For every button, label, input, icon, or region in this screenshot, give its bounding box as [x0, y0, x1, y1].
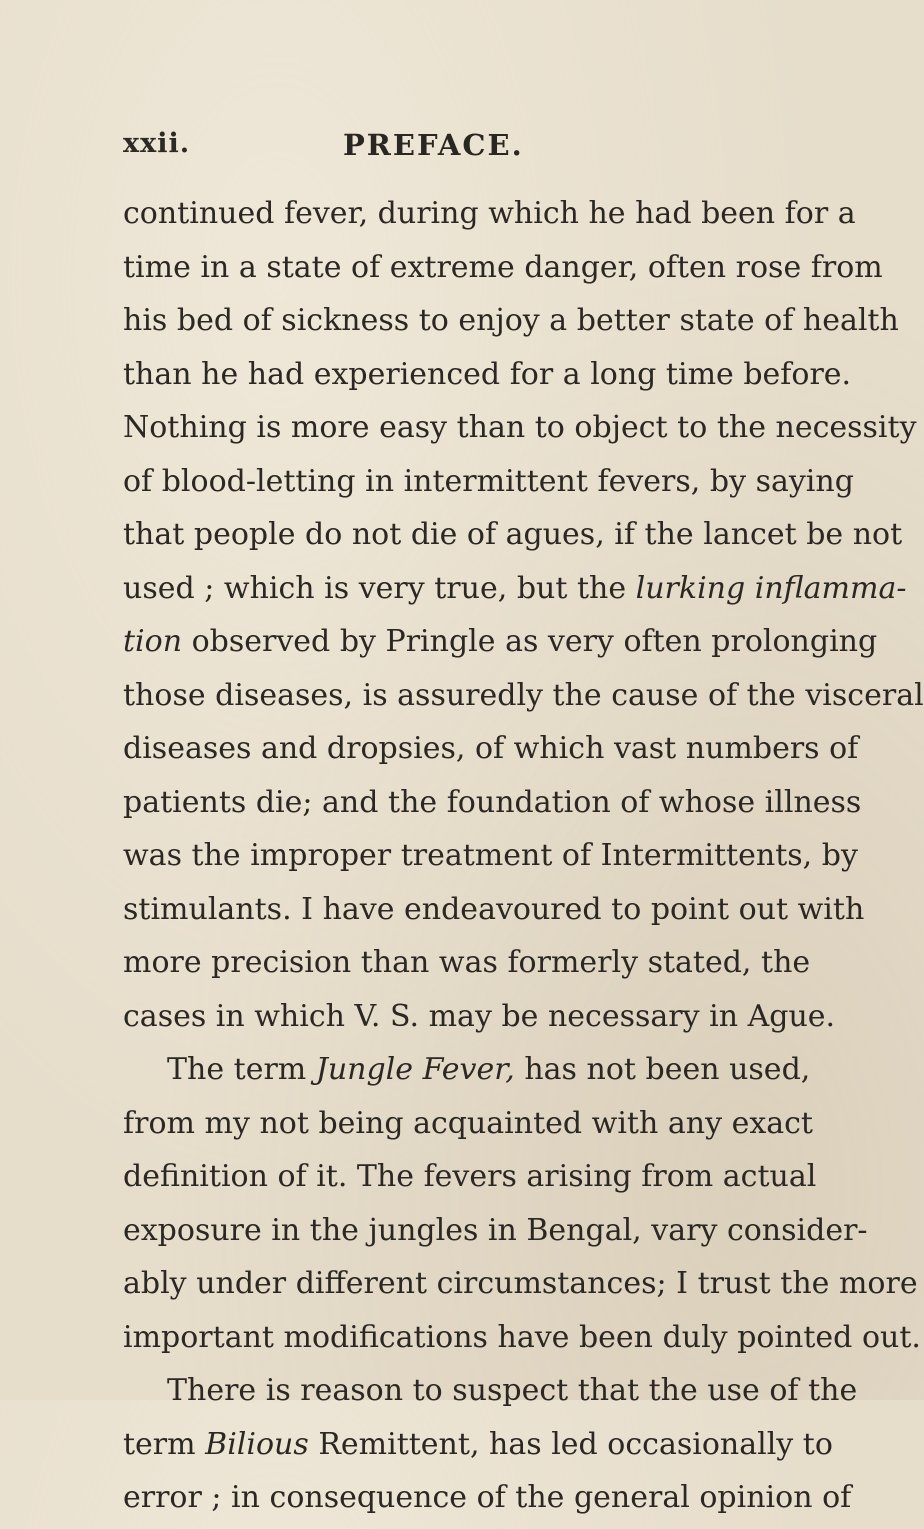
text-line: those diseases, is assuredly the cause of the visceral [123, 677, 924, 713]
text-line: ably under different circumstances; I trust the more [123, 1266, 918, 1301]
text-line: stimulants. I have endeavoured to point out with [123, 891, 865, 927]
text-line: his bed of sickness to enjoy a better state of health [123, 303, 899, 338]
text-line: that people do not die of agues, if the lancet be not [123, 517, 903, 552]
text-line: patients die; and the foundation of whose illness [123, 784, 862, 820]
text-line: important modifications have been duly pointed out. [123, 1319, 921, 1355]
text-line: of blood-letting in intermittent fevers, by saying [123, 463, 854, 499]
text-line: cases in which V. S. may be necessary in Ague. [123, 998, 836, 1034]
text-line: continued fever, during which he had been for a [123, 196, 856, 231]
text-line: definition of it. The fevers arising from actual [123, 1159, 817, 1194]
text-line: error ; in consequence of the general opinion of [123, 1480, 852, 1515]
text-line: used ; which is very true, but the lurking inflamma- [123, 570, 907, 606]
text-line: was the improper treatment of Intermittents, by [123, 838, 858, 873]
text-line: exposure in the jungles in Bengal, vary consider- [123, 1212, 868, 1248]
text-line: term Bilious Remittent, has led occasionally to [123, 1426, 833, 1462]
running-head [123, 128, 763, 168]
text-line: than he had experienced for a long time before. [123, 356, 852, 392]
page-number: xxii. [123, 128, 191, 159]
text-line: time in a state of extreme danger, often rose from [123, 249, 883, 285]
running-title: PREFACE. [343, 128, 524, 162]
text-line: diseases and dropsies, of which vast numbers of [123, 731, 859, 766]
text-line: tion observed by Pringle as very often prolonging [123, 624, 878, 659]
text-line: Nothing is more easy than to object to the necessity [123, 410, 917, 445]
text-line: from my not being acquainted with any exact [123, 1105, 813, 1141]
body-text [123, 191, 924, 1529]
text-line: more precision than was formerly stated, the [123, 945, 811, 980]
text-line: The term Jungle Fever, has not been used, [167, 1052, 811, 1087]
text-line: There is reason to suspect that the use of the [167, 1373, 858, 1408]
